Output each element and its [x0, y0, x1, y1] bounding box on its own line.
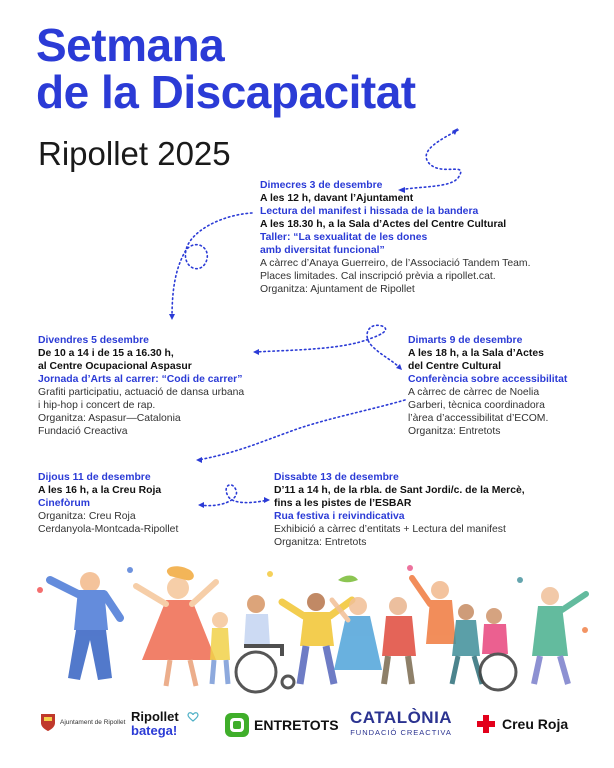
- event-date: Dimarts 9 de desembre: [408, 335, 523, 346]
- event-line: De 10 a 14 i de 15 a 16.30 h,: [38, 348, 174, 359]
- event-line: Organitza: Ajuntament de Ripollet: [260, 284, 415, 295]
- event-date: Divendres 5 desembre: [38, 335, 149, 346]
- event-line: Organitza: Entretots: [274, 537, 367, 548]
- entretots-symbol-icon: [224, 712, 250, 738]
- logo-creu-roja-text: Creu Roja: [502, 716, 569, 732]
- sponsor-logos: [0, 700, 614, 760]
- event-divendres: [38, 334, 244, 438]
- page-subtitle: Ripollet 2025: [38, 135, 231, 172]
- logo-creu-roja: [476, 714, 568, 734]
- logo-ajuntament: [40, 712, 125, 732]
- title-line-1: Setmana: [36, 19, 225, 71]
- event-line: Garberi, tècnica coordinadora: [408, 400, 545, 411]
- logo-ripollet-batega: [131, 710, 179, 738]
- event-line: Grafiti participatiu, actuació de dansa urbana: [38, 387, 245, 398]
- event-line: Taller: “La sexualitat de les dones: [260, 232, 428, 243]
- logo-ajuntament-text: Ajuntament de Ripollet: [60, 718, 126, 726]
- event-line: i hip-hop i concert de rap.: [38, 400, 156, 411]
- heart-icon: [187, 712, 199, 722]
- event-line: Places limitades. Cal inscripció prèvia a ripollet.cat.: [260, 271, 496, 282]
- event-dimecres: [260, 179, 530, 296]
- event-dimarts: [408, 334, 567, 438]
- event-line: Jornada d’Arts al carrer: “Codi de carrer”: [38, 374, 243, 385]
- logo-entretots: [224, 712, 339, 738]
- event-line: A càrrec de càrrec de Noelia: [408, 387, 540, 398]
- logo-entretots-text: ENTRETOTS: [254, 717, 339, 733]
- red-cross-icon: [476, 714, 496, 734]
- event-line: al Centre Ocupacional Aspasur: [38, 361, 192, 372]
- event-line: Organitza: Aspasur—Catalonia: [38, 413, 181, 424]
- event-line: Lectura del manifest i hissada de la bandera: [260, 206, 479, 217]
- shield-crest-icon: [40, 712, 56, 732]
- event-line: A les 12 h, davant l’Ajuntament: [260, 193, 414, 204]
- event-line: del Centre Cultural: [408, 361, 501, 372]
- event-line: Conferència sobre accessibilitat: [408, 374, 568, 385]
- title-line-2: de la Discapacitat: [36, 66, 416, 118]
- dancers-illustration: [20, 560, 594, 695]
- event-line: Organitza: Entretots: [408, 426, 501, 437]
- event-date: Dijous 11 de desembre: [38, 472, 151, 483]
- logo-catalonia-text: CATALÒNIA: [350, 708, 453, 727]
- logo-fundacio-text: FUNDACIÓ CREACTIVA: [350, 728, 452, 737]
- event-dissabte: [274, 471, 525, 549]
- event-line: Cerdanyola-Montcada-Ripollet: [38, 524, 179, 535]
- event-date: Dimecres 3 de desembre: [260, 180, 383, 191]
- event-line: Organitza: Creu Roja: [38, 511, 136, 522]
- event-line: amb diversitat funcional”: [260, 245, 385, 256]
- event-line: Rua festiva i reivindicativa: [274, 511, 405, 522]
- event-line: A les 18.30 h, a la Sala d’Actes del Centre Cultural: [260, 219, 507, 230]
- logo-catalonia: [350, 708, 452, 737]
- logo-batega-text: batega!: [131, 723, 178, 738]
- event-line: fins a les pistes de l’ESBAR: [274, 498, 412, 509]
- event-line: A les 16 h, a la Creu Roja: [38, 485, 162, 496]
- event-line: A les 18 h, a la Sala d’Actes: [408, 348, 544, 359]
- event-line: Fundació Creactiva: [38, 426, 128, 437]
- event-line: Exhibició a càrrec d’entitats + Lectura del manifest: [274, 524, 506, 535]
- event-line: l’àrea d’accessibilitat d’ECOM.: [408, 413, 549, 424]
- event-dijous: [38, 471, 178, 536]
- logo-ripollet-text: Ripollet: [131, 709, 179, 724]
- event-line: A càrrec d’Anaya Guerreiro, de l’Associació Tandem Team.: [260, 258, 531, 269]
- event-line: D’11 a 14 h, de la rbla. de Sant Jordi/c. de la Mercè,: [274, 485, 525, 496]
- event-date: Dissabte 13 de desembre: [274, 472, 399, 483]
- event-line: Cinefòrum: [38, 498, 90, 509]
